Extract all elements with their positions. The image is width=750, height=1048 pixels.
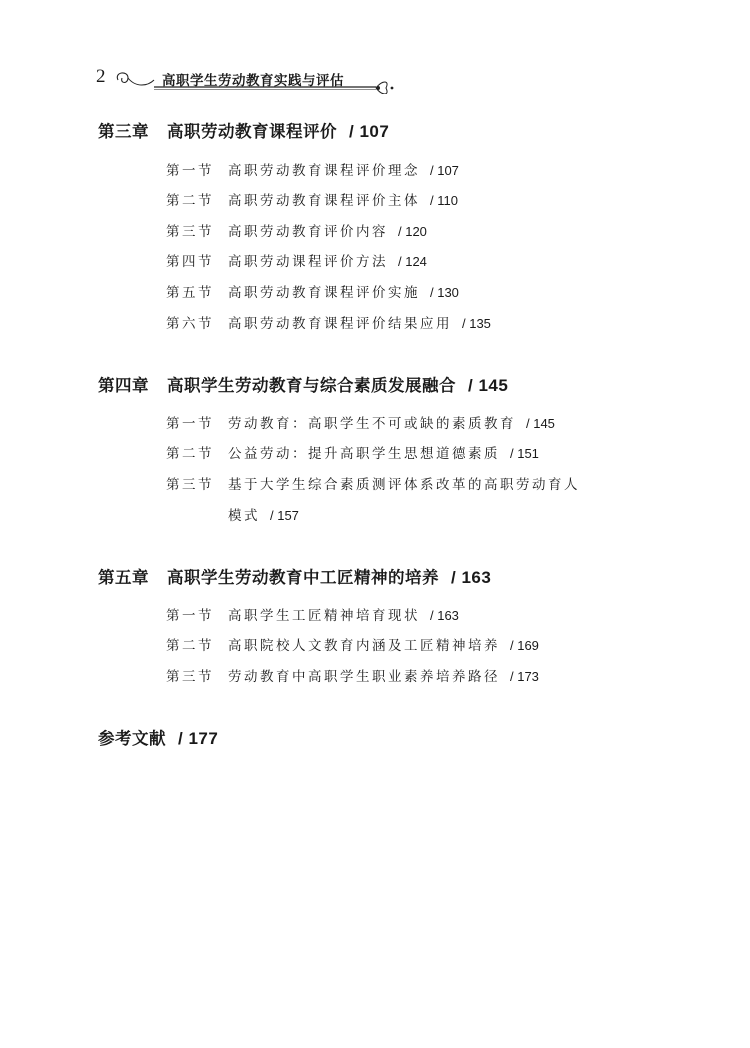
toc-section-entry[interactable]: [166, 312, 491, 332]
section-label: 第三节: [166, 477, 214, 493]
section-title: 高职劳动课程评价方法: [228, 254, 388, 270]
chapter-page: / 163: [451, 568, 492, 587]
section-label: 第一节: [166, 163, 214, 179]
section-title: 高职学生工匠精神培育现状: [228, 608, 420, 624]
chapter-page: / 107: [349, 122, 390, 141]
page-number: 2: [96, 66, 106, 87]
toc-section-entry[interactable]: [166, 604, 459, 624]
section-title: 高职劳动教育课程评价理念: [228, 163, 420, 179]
section-label: 第二节: [166, 446, 214, 462]
section-label: 第六节: [166, 316, 214, 332]
references-page: / 177: [178, 729, 219, 748]
chapter-label: 第三章: [98, 122, 149, 141]
section-title-continued: 模式: [228, 508, 260, 524]
section-page: / 157: [270, 508, 299, 523]
section-page: / 124: [398, 254, 427, 269]
references-entry[interactable]: [98, 725, 218, 749]
section-label: 第三节: [166, 224, 214, 240]
section-title: 基于大学生综合素质测评体系改革的高职劳动育人: [228, 477, 580, 493]
section-page: / 110: [430, 193, 458, 208]
toc-section-entry[interactable]: [166, 250, 427, 270]
chapter-page: / 145: [468, 376, 509, 395]
toc-section-entry[interactable]: [166, 634, 539, 654]
section-page: / 120: [398, 224, 427, 239]
toc-section-entry[interactable]: [166, 473, 580, 493]
section-label: 第三节: [166, 669, 214, 685]
section-title: 高职劳动教育课程评价结果应用: [228, 316, 452, 332]
section-label: 第一节: [166, 416, 214, 432]
section-title: 劳动教育中高职学生职业素养培养路径: [228, 669, 500, 685]
section-label: 第五节: [166, 285, 214, 301]
section-page: / 130: [430, 285, 459, 300]
toc-section-entry[interactable]: [166, 189, 458, 209]
section-title: 劳动教育：高职学生不可或缺的素质教育: [228, 416, 516, 432]
section-page: / 107: [430, 163, 459, 178]
toc-section-entry[interactable]: [166, 412, 555, 432]
chapter-title: 高职学生劳动教育与综合素质发展融合: [167, 376, 456, 395]
section-label: 第一节: [166, 608, 214, 624]
chapter-4-entry[interactable]: [98, 372, 508, 396]
toc-section-entry[interactable]: [166, 281, 459, 301]
chapter-3-entry[interactable]: [98, 118, 389, 142]
section-label: 第四节: [166, 254, 214, 270]
section-page: / 169: [510, 638, 539, 653]
section-label: 第二节: [166, 193, 214, 209]
running-header: [96, 66, 396, 94]
section-page: / 135: [462, 316, 491, 331]
chapter-label: 第五章: [98, 568, 149, 587]
section-title: 高职劳动教育评价内容: [228, 224, 388, 240]
section-page: / 173: [510, 669, 539, 684]
section-title: 高职劳动教育课程评价主体: [228, 193, 420, 209]
chapter-title: 高职学生劳动教育中工匠精神的培养: [167, 568, 439, 587]
toc-section-entry[interactable]: [166, 442, 539, 462]
section-page: / 163: [430, 608, 459, 623]
chapter-label: 第四章: [98, 376, 149, 395]
section-page: / 145: [526, 416, 555, 431]
references-title: 参考文献: [98, 729, 166, 748]
toc-section-entry[interactable]: [166, 220, 427, 240]
section-label: 第二节: [166, 638, 214, 654]
book-title: 高职学生劳动教育实践与评估: [162, 73, 344, 89]
chapter-title: 高职劳动教育课程评价: [167, 122, 337, 141]
chapter-5-entry[interactable]: [98, 564, 491, 588]
section-title: 高职院校人文教育内涵及工匠精神培养: [228, 638, 500, 654]
section-title: 公益劳动：提升高职学生思想道德素质: [228, 446, 500, 462]
toc-section-entry[interactable]: [166, 159, 459, 179]
section-page: / 151: [510, 446, 539, 461]
section-title: 高职劳动教育课程评价实施: [228, 285, 420, 301]
toc-section-entry[interactable]: [166, 665, 539, 685]
toc-section-continuation[interactable]: [228, 504, 299, 524]
